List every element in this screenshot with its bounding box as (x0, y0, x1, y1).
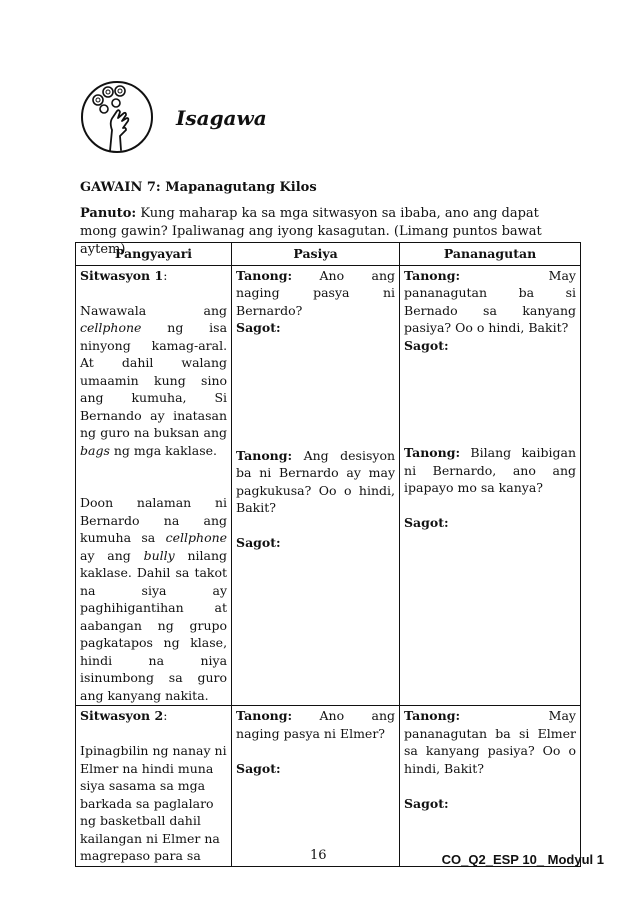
situation-2-cell: Sitwasyon 2: Ipinagbilin ng nanay ni Elmer na hindi muna siya sasama sa mga barkada sa paglalaro ng basketball dahil kailangan ni Elmer na magrepaso para sa (76, 706, 232, 867)
situation-1-pasiya-cell[interactable] (232, 265, 400, 706)
pasiya-answer-3-label: Sagot: (236, 760, 281, 776)
table-header-row (76, 243, 581, 266)
instructions-text: Kung maharap ka sa mga sitwasyon sa ibaba, ano ang dapat mong gawin? Ipaliwanag ang iyong kasagutan. (Limang puntos bawat aytem) (80, 206, 542, 257)
situation-1-paragraph-1: Nawawala ang cellphone ng isa ninyong kamag-aral. At dahil walang umaamin kung sino ang kumuha, Si Bernando ay inatasan ng guro na buksan ang bags ng mga kaklase. (80, 302, 228, 458)
hand-juggling-icon (80, 80, 154, 154)
module-code: CO_Q2_ESP 10_ Modyul 1 (441, 852, 604, 867)
pananagutan-question-2: Tanong: Bilang kaibigan ni Bernardo, ano ang ipapayo mo sa kanya? (404, 445, 576, 495)
situation-2-pasiya-cell[interactable] (232, 706, 400, 867)
pananagutan-question-1: Tanong: May pananagutan ba si Bernado sa kanyang pasiya? Oo o hindi, Bakit? (404, 267, 576, 335)
table-row-situation-2 (76, 706, 581, 867)
column-header-pangyayari: Pangyayari (76, 243, 232, 266)
section-title: Isagawa (176, 106, 267, 130)
page-number: 16 (310, 848, 327, 863)
situation-2-label: Sitwasyon 2 (80, 708, 164, 723)
column-header-pananagutan: Pananagutan (400, 243, 581, 266)
instructions-label: Panuto: (80, 206, 137, 221)
pananagutan-answer-2-label: Sagot: (404, 515, 449, 530)
worksheet-table (75, 242, 581, 867)
situation-2-text: Ipinagbilin ng nanay ni Elmer na hindi muna siya sasama sa mga barkada sa paglalaro ng basketball dahil kailangan ni Elmer na magrepaso para sa (80, 743, 227, 863)
pananagutan-answer-3-label: Sagot: (404, 795, 449, 811)
situation-1-pananagutan-cell[interactable] (400, 265, 581, 706)
pasiya-answer-1-label: Sagot: (236, 320, 281, 335)
situation-1-paragraph-2: Doon nalaman ni Bernardo na ang kumuha sa cellphone ay ang bully nilang kaklase. Dahil sa takot na siya ay paghihigantihan at aabangan ng grupo pagkatapos ng klase, hindi na niya isinumbong sa guro ang kanyang nakita. (80, 495, 228, 703)
pasiya-question-2: Tanong: Ang desisyon ba ni Bernardo ay may pagkukusa? Oo o hindi, Bakit? (236, 447, 396, 515)
table-row-situation-1 (76, 265, 581, 706)
pananagutan-question-3: Tanong: May pananagutan ba si Elmer sa kanyang pasiya? Oo o hindi, Bakit? (404, 708, 576, 776)
column-header-pasiya: Pasiya (232, 243, 400, 266)
situation-1-cell: Sitwasyon 1: Nawawala ang cellphone ng isa ninyong kamag-aral. At dahil walang umaamin kung sino ang kumuha, Si Bernando ay inatasan ng guro na buksan ang bags ng mga kaklase. Doon nalaman ni Bernardo na ang kumuha sa cellphone ay ang bully nilang kaklase. Dahil sa takot na siya ay paghihigantihan at aabangan ng grupo pagkatapos ng klase, hindi na niya isinumbong sa guro ang kanyang nakita. (76, 265, 232, 706)
pasiya-question-3: Tanong: Ano ang naging pasya ni Elmer? (236, 708, 396, 741)
pasiya-question-1: Tanong: Ano ang naging pasya ni Bernardo? (236, 267, 396, 318)
activity-heading: GAWAIN 7: Mapanagutang Kilos (80, 180, 317, 195)
pasiya-answer-2-label: Sagot: (236, 535, 281, 550)
situation-1-label: Sitwasyon 1 (80, 267, 164, 283)
situation-2-pananagutan-cell[interactable] (400, 706, 581, 867)
pananagutan-answer-1-label: Sagot: (404, 337, 449, 353)
